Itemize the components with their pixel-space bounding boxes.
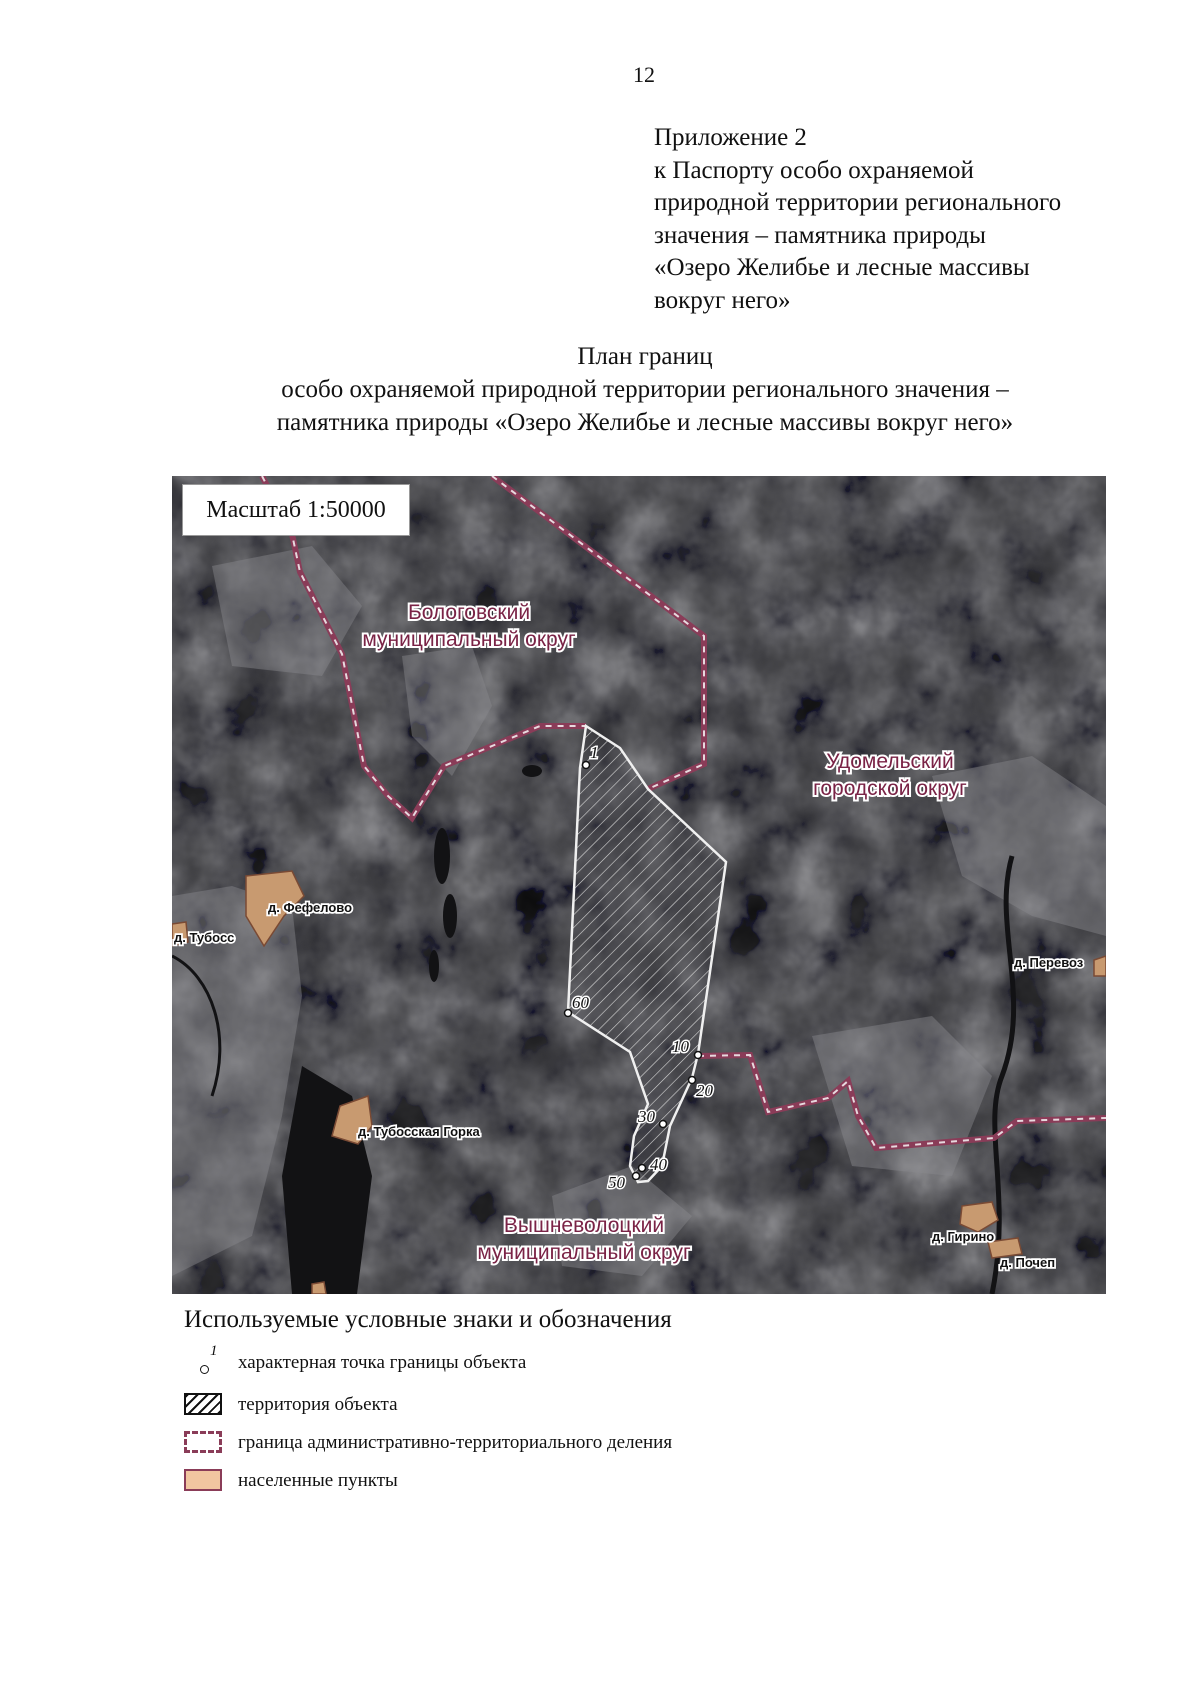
appendix-line: вокруг него»: [654, 286, 791, 314]
label-tubosskaya-gorka: д. Тубосская Горка: [358, 1124, 480, 1139]
appendix-line: значения – памятника природы: [654, 221, 986, 249]
district-vyshnevolotsky-line2: муниципальный округ: [477, 1241, 691, 1264]
point-label-60: 60: [572, 993, 589, 1012]
page-number: 12: [633, 62, 655, 87]
district-bologovsky-line1: Бологовский: [407, 601, 531, 624]
point-label-10: 10: [672, 1037, 689, 1056]
district-udomelsky-line2: городской округ: [813, 777, 967, 800]
legend-item-admin-border: [182, 1428, 672, 1458]
district-udomelsky-line1: Удомельский: [826, 750, 954, 773]
boundary-point-icon: [182, 1343, 224, 1377]
legend-label: населенные пункты: [238, 1470, 398, 1491]
legend-point-sample-number: 1: [210, 1343, 218, 1359]
settlement-fragment: [312, 1282, 326, 1294]
label-girino: д. Гирино: [932, 1229, 995, 1244]
appendix-line: к Паспорту особо охраняемой: [654, 156, 974, 184]
point-label-20: 20: [696, 1081, 713, 1100]
point-label-40: 40: [650, 1155, 667, 1174]
legend-label: граница административно-территориального деления: [238, 1432, 673, 1453]
legend-title: Используемые условные знаки и обозначения: [184, 1306, 672, 1333]
label-fefelovo: д. Фефелово: [268, 900, 353, 915]
appendix-line: природной территории регионального: [654, 189, 1062, 216]
plan-title-line: особо охраняемой природной территории регионального значения –: [281, 376, 1009, 403]
appendix-header: [654, 122, 1174, 317]
hatched-territory-icon: [182, 1391, 224, 1419]
point-label-50: 50: [608, 1173, 625, 1192]
appendix-line: Приложение 2: [654, 124, 807, 151]
legend-item-point: [182, 1343, 527, 1378]
settlement-icon: [182, 1467, 224, 1495]
map-canvas: [172, 476, 1106, 1294]
appendix-line: «Озеро Желибье и лесные массивы: [654, 254, 1030, 281]
label-perevoz: д. Перевоз: [1014, 955, 1084, 970]
label-tuboss: д. Тубосс: [174, 930, 235, 945]
plan-title: [150, 340, 1140, 439]
legend-item-territory: [182, 1390, 398, 1420]
map-scale: Масштаб 1:50000: [182, 484, 410, 536]
label-pochep: д. Почеп: [1000, 1255, 1056, 1270]
boundary-map: [172, 476, 1106, 1294]
legend-label: территория объекта: [238, 1394, 398, 1415]
point-label-1: 1: [590, 743, 599, 762]
plan-title-line: памятника природы «Озеро Желибье и лесные массивы вокруг него»: [276, 409, 1014, 436]
point-label-30: 30: [638, 1107, 655, 1126]
legend-item-settlement: [182, 1466, 398, 1496]
settlement-perevoz: [1094, 956, 1106, 976]
legend-label: характерная точка границы объекта: [238, 1352, 527, 1373]
admin-border-icon: [182, 1429, 224, 1457]
plan-title-line: План границ: [577, 343, 713, 370]
district-bologovsky-line2: муниципальный округ: [362, 628, 576, 651]
district-vyshnevolotsky-line1: Вышневолоцкий: [503, 1214, 665, 1237]
